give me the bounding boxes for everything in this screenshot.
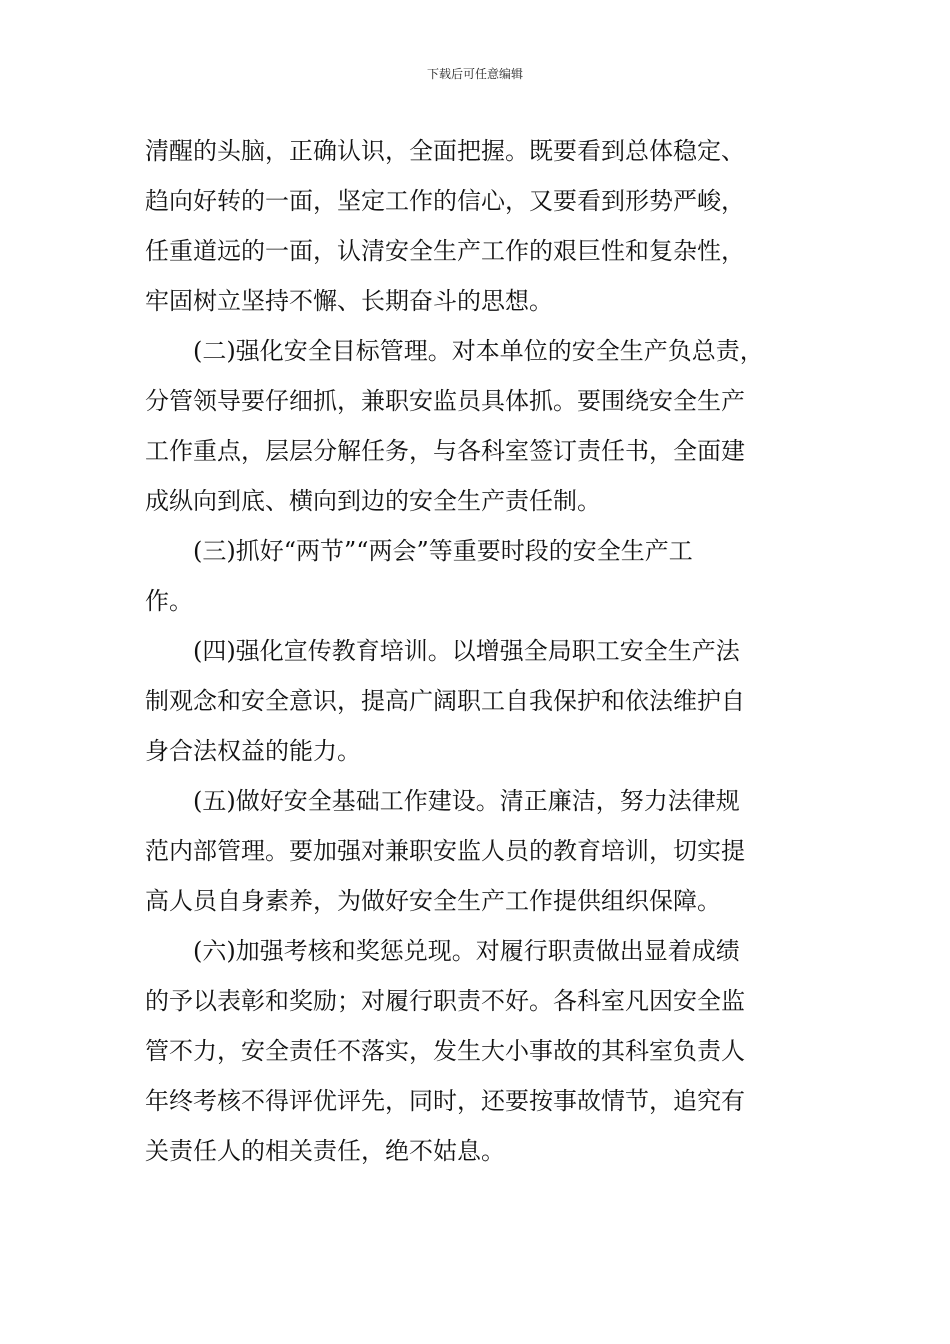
paragraph-4-line-1: (四)强化宣传教育培训。以增强全局职工安全生产法	[193, 637, 740, 665]
paragraph-2-line-3: 工作重点，层层分解任务，与各科室签订责任书，全面建	[145, 437, 745, 465]
paragraph-1-line-3: 任重道远的一面，认清安全生产工作的艰巨性和复杂性，	[145, 237, 745, 265]
paragraph-3-line-2: 作。	[145, 587, 193, 615]
paragraph-1-line-2: 趋向好转的一面，坚定工作的信心，又要看到形势严峻，	[145, 187, 745, 215]
paragraph-5-line-3: 高人员自身素养，为做好安全生产工作提供组织保障。	[145, 887, 721, 915]
paragraph-6-line-1: (六)加强考核和奖惩兑现。对履行职责做出显着成绩	[193, 937, 740, 965]
paragraph-5-line-2: 范内部管理。要加强对兼职安监人员的教育培训，切实提	[145, 837, 745, 865]
document-body	[145, 126, 815, 1176]
page-header: 下载后可任意编辑	[426, 67, 523, 81]
paragraph-4-line-2: 制观念和安全意识，提高广阔职工自我保护和依法维护自	[145, 687, 745, 715]
paragraph-5-line-1: (五)做好安全基础工作建设。清正廉洁，努力法律规	[193, 787, 740, 815]
paragraph-1-line-4: 牢固树立坚持不懈、长期奋斗的思想。	[145, 287, 553, 315]
paragraph-3-line-1: (三)抓好“两节”“两会”等重要时段的安全生产工	[193, 537, 693, 565]
paragraph-6-line-3: 管不力，安全责任不落实，发生大小事故的其科室负责人	[145, 1037, 745, 1065]
paragraph-6-line-4: 年终考核不得评优评先，同时，还要按事故情节，追究有	[145, 1087, 745, 1115]
paragraph-1-line-1: 清醒的头脑，正确认识，全面把握。既要看到总体稳定、	[145, 137, 745, 165]
paragraph-2-line-4: 成纵向到底、横向到边的安全生产责任制。	[145, 487, 601, 515]
paragraph-6-line-2: 的予以表彰和奖励；对履行职责不好。各科室凡因安全监	[145, 987, 745, 1015]
paragraph-2-line-2: 分管领导要仔细抓，兼职安监员具体抓。要围绕安全生产	[145, 387, 745, 415]
paragraph-2-line-1: (二)强化安全目标管理。对本单位的安全生产负总责，	[193, 337, 764, 365]
paragraph-4-line-3: 身合法权益的能力。	[145, 737, 361, 765]
paragraph-6-line-5: 关责任人的相关责任，绝不姑息。	[145, 1137, 505, 1165]
